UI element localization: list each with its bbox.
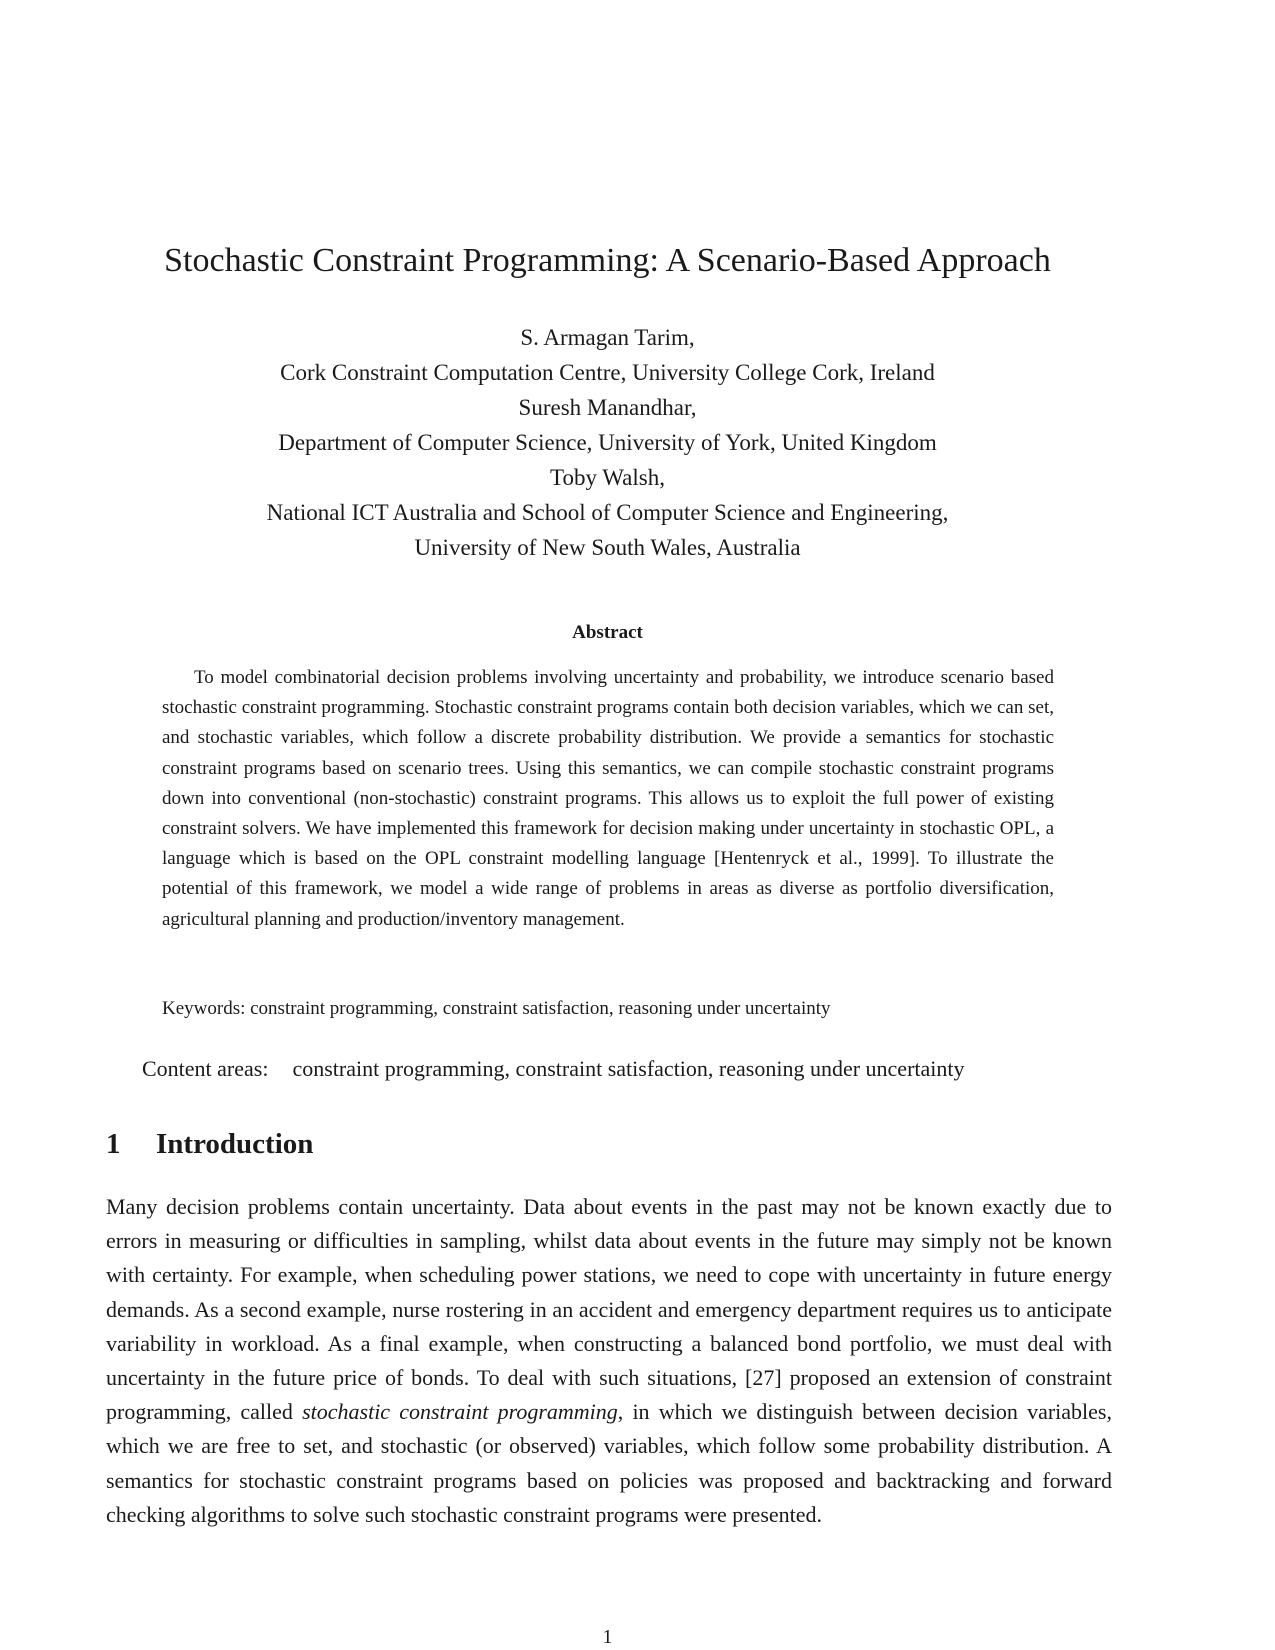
section-title: Introduction bbox=[156, 1128, 314, 1160]
author-affiliation: Department of Computer Science, University of York, United Kingdom bbox=[278, 430, 937, 455]
author-affiliation: Cork Constraint Computation Centre, University College Cork, Ireland bbox=[280, 360, 935, 385]
author-block bbox=[0, 320, 1215, 565]
content-areas-label: Content areas: bbox=[142, 1056, 269, 1081]
keywords-line: Keywords: constraint programming, constraint satisfaction, reasoning under uncertainty bbox=[162, 998, 831, 1019]
content-areas-value: constraint programming, constraint satisfaction, reasoning under uncertainty bbox=[292, 1056, 965, 1081]
intro-text-part: Many decision problems contain uncertainty. Data about events in the past may not be known exactly due to errors in measuring or difficulties in sampling, whilst data about events in the future may simply not be known with certainty. For example, when scheduling power stations, we need to cope with uncertainty in future energy demands. As a second example, nurse rostering in an accident and emergency department requires us to anticipate variability in workload. As a final example, when constructing a balanced bond portfolio, we must deal with uncertainty in the future price of bonds. To deal with such situations, [27] proposed an extension of constraint programming, called bbox=[106, 1194, 1112, 1425]
author-name: Suresh Manandhar, bbox=[518, 395, 697, 420]
section-number: 1 bbox=[106, 1128, 121, 1160]
abstract-heading: Abstract bbox=[572, 622, 643, 643]
content-areas-line bbox=[142, 1056, 1142, 1082]
page-number: 1 bbox=[602, 1626, 613, 1648]
introduction-paragraph bbox=[106, 1190, 1112, 1532]
author-affiliation: University of New South Wales, Australia bbox=[414, 535, 801, 560]
author-affiliation: National ICT Australia and School of Computer Science and Engineering, bbox=[266, 500, 949, 525]
section-heading bbox=[106, 1128, 313, 1161]
author-name: S. Armagan Tarim, bbox=[520, 325, 695, 350]
author-name: Toby Walsh, bbox=[550, 465, 665, 490]
intro-emphasis: stochastic constraint programming bbox=[302, 1399, 618, 1425]
abstract-text: To model combinatorial decision problems involving uncertainty and probability, we introduce scenario based stochastic constraint programming. Stochastic constraint programs contain both decision variables, which we can set, and stochastic variables, which follow a discrete probability distribution. We provide a semantics for stochastic constraint programs based on scenario trees. Using this semantics, we can compile stochastic constraint programs down into conventional (non-stochastic) constraint programs. This allows us to exploit the full power of existing constraint solvers. We have implemented this framework for decision making under uncertainty in stochastic OPL, a language which is based on the OPL constraint modelling language [Hentenryck et al., 1999]. To illustrate the potential of this framework, we model a wide range of problems in areas as diverse as portfolio diversification, agricultural planning and production/inventory management. bbox=[162, 667, 1054, 930]
intro-text-part: , in which we distinguish between decision variables, which we are free to set, and stochastic (or observed) variables, which follow some probability distribution. A semantics for stochastic constraint programs based on policies was proposed and backtracking and forward checking algorithms to solve such stochastic constraint programs were presented. bbox=[106, 1399, 1112, 1527]
paper-title: Stochastic Constraint Programming: A Scenario-Based Approach bbox=[164, 242, 1051, 279]
